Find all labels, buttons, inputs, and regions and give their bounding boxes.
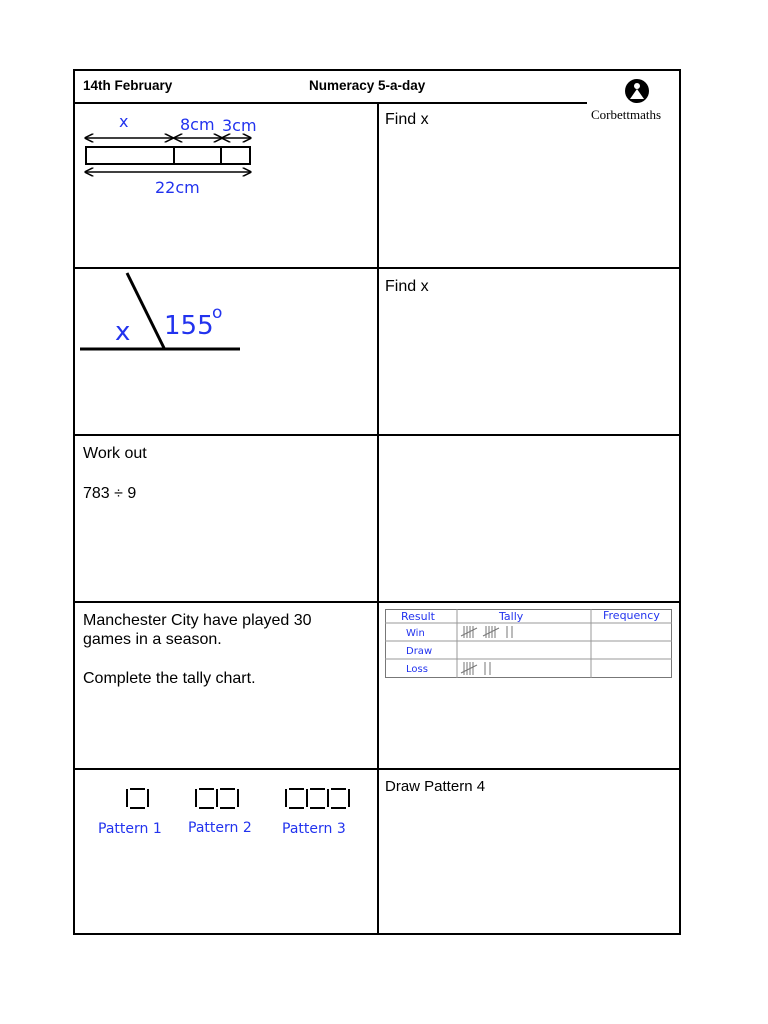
q2-x-label: x bbox=[115, 317, 131, 347]
header-bar bbox=[75, 71, 587, 104]
logo-text: Corbettmaths bbox=[591, 107, 662, 122]
pattern-2-label: Pattern 2 bbox=[188, 820, 252, 836]
q5-prompt: Draw Pattern 4 bbox=[385, 778, 486, 795]
q1-prompt: Find x bbox=[385, 111, 429, 128]
q2-angle-label: 155 bbox=[164, 311, 214, 341]
header-title: Numeracy 5-a-day bbox=[309, 78, 426, 93]
row-divider-3 bbox=[75, 601, 679, 603]
q1-total-label: 22cm bbox=[155, 178, 200, 197]
corbettmaths-logo bbox=[587, 77, 681, 123]
q2-prompt: Find x bbox=[385, 278, 429, 295]
tally-header-frequency: Frequency bbox=[603, 609, 660, 622]
column-divider bbox=[377, 102, 379, 935]
q4-line2: games in a season. bbox=[83, 631, 222, 648]
q2-angle-diagram bbox=[75, 269, 375, 434]
tally-row-loss-label: Loss bbox=[406, 664, 428, 675]
q1-seg2-label: 8cm bbox=[180, 115, 215, 134]
q4-line3: Complete the tally chart. bbox=[83, 670, 256, 687]
tally-header-tally: Tally bbox=[499, 610, 524, 623]
tally-row-draw-label: Draw bbox=[406, 646, 433, 657]
q3-line1: Work out bbox=[83, 445, 147, 462]
logo-icon bbox=[587, 77, 681, 107]
q1-seg3-label: 3cm bbox=[222, 116, 257, 135]
header-date: 14th February bbox=[83, 78, 173, 93]
pattern-3-label: Pattern 3 bbox=[282, 821, 346, 837]
q1-x-label: x bbox=[119, 112, 129, 131]
row-divider-2 bbox=[75, 434, 679, 436]
q3-expression: 783 ÷ 9 bbox=[83, 485, 137, 502]
q4-line1: Manchester City have played 30 bbox=[83, 612, 312, 629]
pattern-1-label: Pattern 1 bbox=[98, 821, 162, 837]
tally-header-result: Result bbox=[401, 610, 435, 623]
tally-row-win-label: Win bbox=[406, 628, 425, 639]
worksheet bbox=[73, 69, 681, 935]
q2-degree-symbol: o bbox=[212, 303, 223, 323]
row-divider-4 bbox=[75, 768, 679, 770]
